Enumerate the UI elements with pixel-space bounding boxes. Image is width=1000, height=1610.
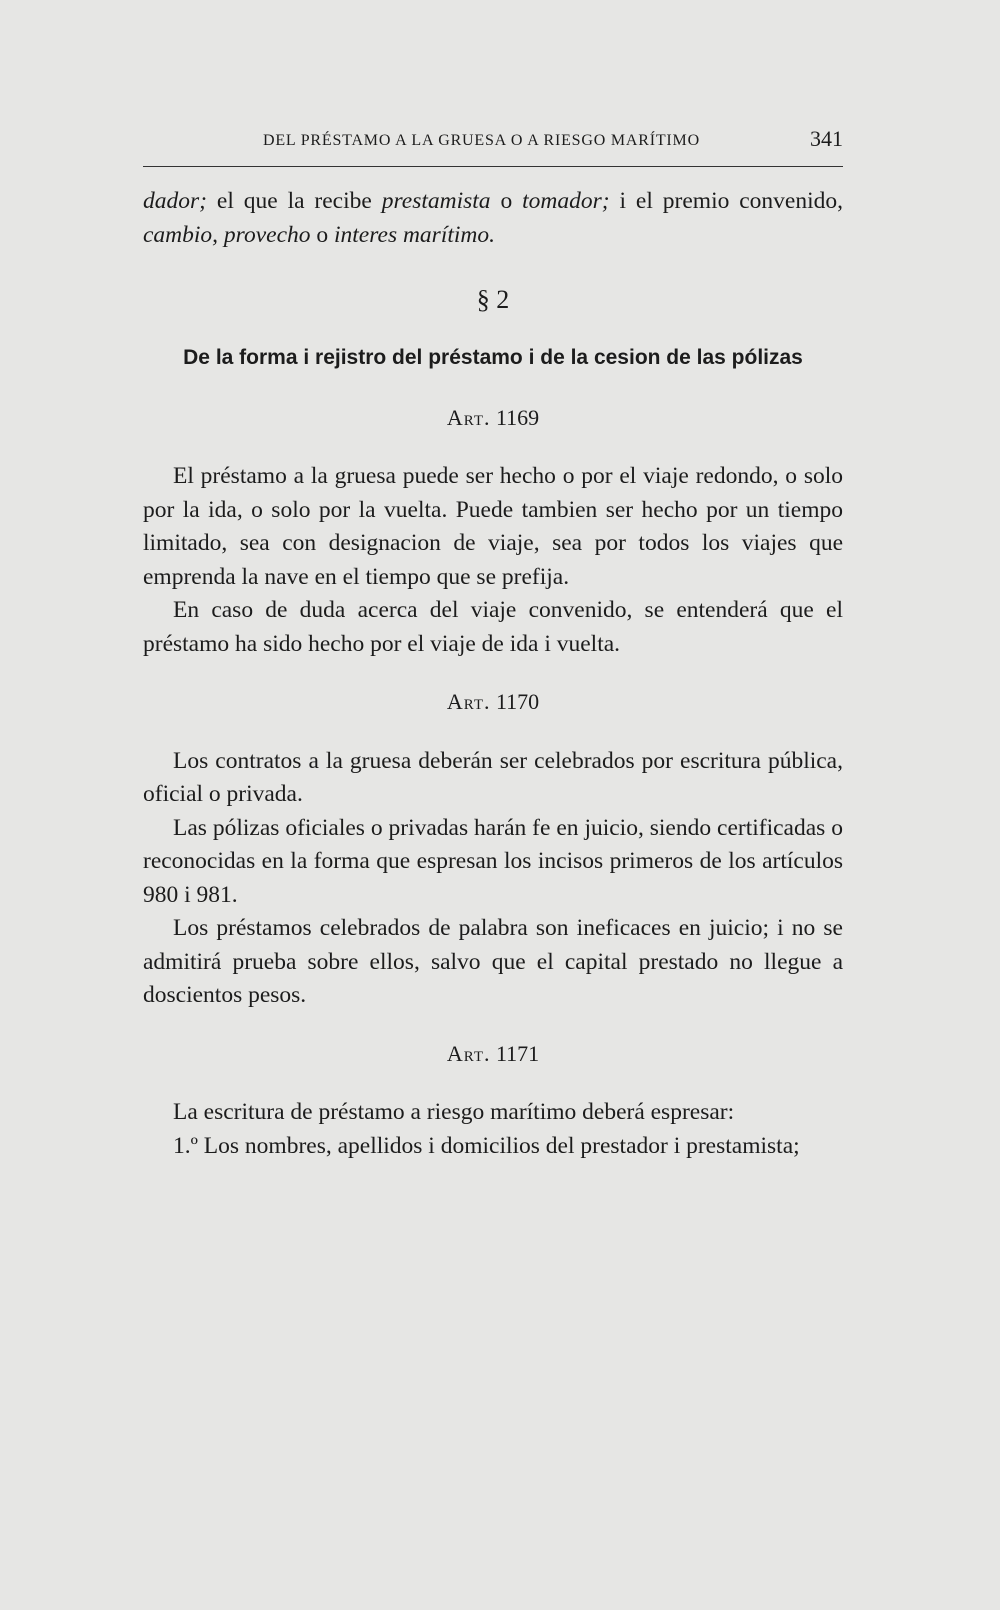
intro-term-tomador: tomador; [522,188,610,214]
intro-paragraph [143,185,843,252]
article-paragraph: La escritura de préstamo a riesgo marítimo deberá espresar: [173,1099,735,1125]
page-body [143,185,843,1163]
section-mark: § 2 [476,285,510,314]
article-paragraph: En caso de duda acerca del viaje convenido, se entenderá que el préstamo ha sido hecho por el viaje de ida i vuelta. [143,597,843,657]
intro-text: el que la recibe [206,188,382,214]
article-heading [143,401,843,435]
article-paragraph: 1.º Los nombres, apellidos i domicilios del prestador i prestamista; [173,1132,800,1159]
running-head: DEL PRÉSTAMO A LA GRUESA O A RIESGO MARÍTIMO [263,132,700,149]
article-number: 1171 [495,1040,540,1066]
article-paragraph: Las pólizas oficiales o privadas harán fe en juicio, siendo certificadas o reconocidas en la forma que espresan los incisos primeros de los artículos 980 i 981. [143,814,843,908]
article-label: Art. [446,689,491,714]
article-paragraph: El préstamo a la gruesa puede ser hecho o por el viaje redondo, o solo por la ida, o solo por la vuelta. Puede tambien ser hecho por un tiempo limitado, sea con designacion de viaje, sea por todos los viajes que emprenda la nave en el tiempo que se prefija. [143,463,843,590]
section-title: De la forma i rejistro del préstamo i de la cesion de las pólizas [183,345,803,369]
intro-text: o [310,221,334,248]
intro-text: i el premio convenido, [609,188,844,214]
intro-term-prestamista: prestamista [381,188,491,214]
article-number: 1169 [495,404,540,430]
article-label: Art. [446,404,491,430]
article-number: 1170 [495,689,540,714]
intro-term-dador: dador; [143,188,207,214]
page-number: 341 [810,126,843,151]
article-label: Art. [446,1040,491,1066]
page-header [143,126,843,167]
intro-text: o [490,188,523,214]
intro-term-cambio: cambio, provecho [143,221,311,248]
article-heading [143,685,843,719]
intro-term-interes: interes marítimo. [334,221,496,248]
article-heading [143,1037,843,1071]
article-paragraph: Los contratos a la gruesa deberán ser celebrados por escritura pública, oficial o privada. [143,747,843,807]
article-paragraph: Los préstamos celebrados de palabra son ineficaces en juicio; i no se admitirá prueba sobre ellos, salvo que el capital prestado no llegue a doscientos pesos. [143,915,843,1008]
